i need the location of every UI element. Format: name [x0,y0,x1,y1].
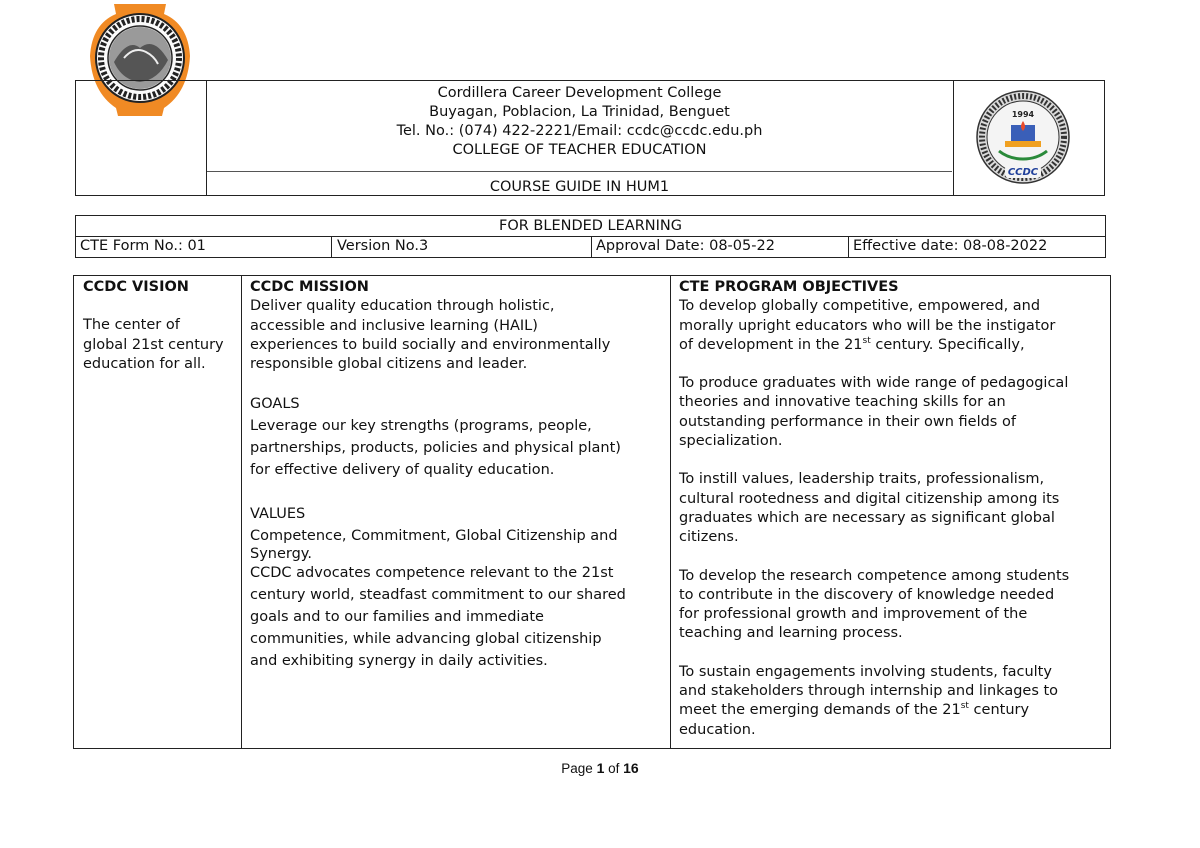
values-line: goals and to our families and immediate [250,609,544,626]
mission-line: experiences to build socially and environmentally [250,336,611,353]
svg-text:CCDC: CCDC [1007,167,1039,178]
objectives-heading: CTE PROGRAM OBJECTIVES [679,279,899,295]
vision-line: The center of [83,317,180,334]
institution-name: Cordillera Career Development College [437,85,722,101]
goals-line: partnerships, products, policies and physical plant) [250,440,621,457]
objectives-intro-line: morally upright educators who will be the instigator [679,317,1056,334]
mission-line: accessible and inclusive learning (HAIL) [250,317,538,334]
version-number: Version No.3 [337,238,429,254]
values-line: and exhibiting synergy in daily activities. [250,653,548,670]
cte-seal-logo [969,89,1079,189]
objective-4-line: education. [679,721,756,738]
page-number: 1 [596,760,605,776]
values-line: CCDC advocates competence relevant to the 21st [250,565,614,582]
objective-2-line: cultural rootedness and digital citizenship among its [679,490,1060,507]
blended-learning-title: FOR BLENDED LEARNING [498,218,682,234]
of-word: of [604,761,624,776]
mission-line: Deliver quality education through holistic, [250,298,555,315]
objective-4-line: and stakeholders through internship and linkages to [679,683,1059,700]
objectives-intro-line: To develop globally competitive, empowered, and [679,298,1041,315]
institution-address: Buyagan, Poblacion, La Trinidad, Benguet [429,104,730,120]
header-box [75,80,1105,196]
objective-2-line: graduates which are necessary as significant global [679,509,1055,526]
objective-1-line: specialization. [679,433,783,450]
objective-4-line: To sustain engagements involving students, faculty [679,663,1052,680]
vision-line: education for all. [83,355,206,372]
goals-heading: GOALS [250,396,300,413]
form-number: CTE Form No.: 01 [80,238,206,254]
goals-line: for effective delivery of quality education. [250,462,555,479]
values-line: Synergy. [250,546,312,563]
page-word: Page [561,761,597,776]
objectives-cell [679,278,1109,740]
page-footer [0,760,1200,776]
institution-contact: Tel. No.: (074) 422-2221/Email: ccdc@ccdc.edu.ph [396,123,763,139]
objective-3-line: To develop the research competence among students [679,567,1070,584]
objective-3-line: for professional growth and improvement of the [679,606,1028,623]
svg-text:1994: 1994 [1011,110,1035,119]
objective-3-line: teaching and learning process. [679,625,903,642]
vision-heading: CCDC VISION [83,279,189,295]
objective-3-line: to contribute in the discovery of knowledge needed [679,586,1055,603]
values-line: communities, while advancing global citizenship [250,631,602,648]
objective-4-line: meet the emerging demands of the 21st century [679,701,1030,719]
effective-date: Effective date: 08-08-2022 [853,238,1048,254]
objective-1-line: outstanding performance in their own fields of [679,413,1016,430]
objective-1-line: To produce graduates with wide range of pedagogical [679,375,1069,392]
objective-1-line: theories and innovative teaching skills for an [679,394,1006,411]
college-name: COLLEGE OF TEACHER EDUCATION [452,142,707,158]
mission-line: responsible global citizens and leader. [250,356,528,373]
mission-cell [250,278,668,672]
objective-2-line: citizens. [679,529,739,546]
vision-cell [83,278,238,374]
goals-line: Leverage our key strengths (programs, people, [250,418,592,435]
values-line: century world, steadfast commitment to our shared [250,587,626,604]
objectives-intro-line: of development in the 21st century. Specifically, [679,336,1025,353]
objective-2-line: To instill values, leadership traits, professionalism, [679,471,1045,488]
vision-line: global 21st century [83,336,224,353]
values-line: Competence, Commitment, Global Citizenship and [250,528,618,545]
values-heading: VALUES [250,506,306,523]
approval-date: Approval Date: 08-05-22 [596,238,775,254]
vision-mission-table [73,275,1111,749]
form-info-table [75,215,1106,258]
mission-heading: CCDC MISSION [250,279,369,295]
course-guide-title: COURSE GUIDE IN HUM1 [489,179,670,195]
page-total: 16 [623,760,639,776]
